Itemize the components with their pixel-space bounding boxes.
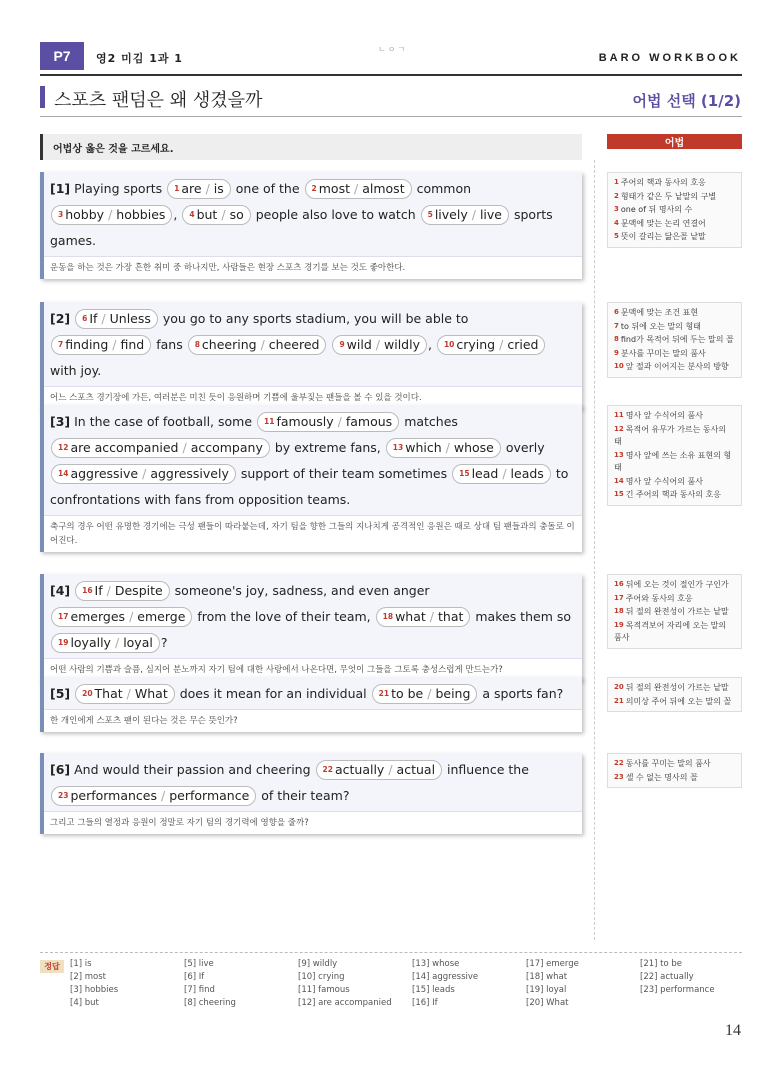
option-a: are	[181, 181, 202, 196]
hint-text: 명사 앞에 쓰는 소유 표현의 형태	[614, 450, 732, 472]
translation: 어떤 사람의 기쁨과 슬픔, 심지어 분노까지 자기 팀에 대한 사랑에서 나온다면, 무엇이 그들을 그토록 충성스럽게 만드는가?	[44, 658, 582, 681]
answer-item: [22] actually	[640, 972, 694, 982]
option-b: leads	[510, 466, 544, 481]
hint-box-1	[607, 172, 742, 248]
choice-15[interactable]	[452, 464, 551, 484]
question-2-text: [2] 6 If / Unless you go to any sports stadium, you will be able to 7 finding / find fans 8 cheering / cheered 9 wild / wildly , 10 crying / cried with joy.	[44, 302, 582, 386]
hint-number: 2	[614, 191, 619, 200]
hint-number: 19	[614, 620, 624, 629]
choice-4[interactable]	[182, 205, 250, 225]
sentence-text: fans	[156, 337, 183, 352]
choice-9[interactable]	[332, 335, 427, 355]
answer-item: [21] to be	[640, 959, 683, 969]
choice-separator: /	[375, 337, 380, 352]
answer-item: [20] What	[526, 998, 569, 1008]
hint-item	[614, 695, 735, 709]
hint-item	[614, 347, 735, 361]
option-a: most	[318, 181, 350, 196]
choice-separator: /	[471, 207, 476, 222]
choice-number: 16	[82, 586, 93, 595]
hint-text: 뒤에 오는 것이 절인가 구인가	[625, 580, 729, 589]
answer-item: [7] find	[184, 985, 215, 995]
choice-11[interactable]	[257, 412, 399, 432]
translation: 그리고 그들의 열정과 응원이 정말로 자기 팀의 경기력에 영향을 줄까?	[44, 811, 582, 834]
answer-column	[412, 958, 478, 1010]
sentence-text: matches	[404, 414, 458, 429]
choice-number: 12	[58, 443, 69, 452]
choice-number: 20	[82, 689, 93, 698]
sentence-text: someone's joy, sadness, and even anger	[174, 583, 430, 598]
choice-6[interactable]	[75, 309, 158, 329]
question-5-text	[44, 677, 582, 709]
hint-number: 5	[614, 232, 619, 240]
choice-number: 21	[378, 689, 390, 698]
option-a: hobby	[65, 207, 105, 222]
option-a: which	[405, 440, 442, 455]
sentence-text: In the case of football, some	[74, 414, 253, 429]
option-a: lively	[434, 207, 468, 222]
option-b: famous	[345, 414, 393, 429]
column-divider	[594, 160, 595, 940]
hint-item	[614, 619, 735, 645]
choice-separator: /	[260, 337, 265, 352]
answer-column	[298, 958, 392, 1010]
option-b: actual	[396, 762, 436, 777]
option-a: aggressive	[70, 466, 139, 481]
choice-number: 18	[382, 612, 394, 621]
option-a: but	[196, 207, 218, 222]
hint-text: 뒤 절의 완전성이 가르는 낱말	[625, 683, 729, 692]
hint-number: 22	[614, 759, 624, 767]
page-badge: P7	[40, 42, 84, 70]
choice-21[interactable]	[372, 684, 478, 704]
choice-number: 17	[58, 612, 69, 621]
question-4	[40, 574, 582, 681]
option-a: cheering	[201, 337, 257, 352]
choice-1[interactable]	[167, 179, 231, 199]
hint-number: 7	[614, 321, 619, 330]
option-b: emerge	[137, 609, 186, 624]
sentence-text: does it mean for an individual	[179, 686, 367, 701]
hint-number: 12	[614, 424, 624, 433]
option-b: performance	[169, 788, 250, 803]
choice-number: 10	[443, 340, 455, 349]
header-rule	[40, 74, 742, 76]
hint-box-5	[607, 677, 742, 712]
answer-item: [19] loyal	[526, 985, 567, 995]
choice-3[interactable]	[51, 205, 172, 225]
answer-item: [13] whose	[412, 959, 460, 969]
hint-text: 주어와 동사의 호응	[625, 593, 693, 603]
sentence-text: support of their team sometimes	[240, 466, 448, 481]
answer-item: [4] but	[70, 998, 99, 1008]
hint-number: 6	[614, 308, 619, 316]
hint-text: 뒤 절의 완전성이 가르는 낱말	[625, 607, 729, 616]
question-3	[40, 405, 582, 552]
choice-17[interactable]	[51, 607, 192, 627]
choice-23[interactable]	[51, 786, 256, 806]
hint-item	[614, 230, 735, 244]
choice-separator: /	[114, 635, 120, 650]
sentence-text: influence the	[447, 762, 529, 777]
hint-item	[614, 306, 735, 320]
option-b: Unless	[109, 311, 151, 326]
top-mark: ㄴㅇㄱ	[378, 45, 408, 54]
choice-separator: /	[142, 466, 147, 481]
hint-number: 17	[614, 593, 624, 602]
hint-number: 21	[614, 696, 624, 705]
hint-text: 셀 수 없는 명사의 꼴	[625, 772, 698, 782]
hint-number: 16	[614, 580, 624, 588]
hint-text: 목적어 유무가 가르는 동사의 태	[614, 424, 727, 446]
sentence-text: sports games.	[50, 207, 553, 248]
option-a: actually	[334, 762, 385, 777]
sentence-text: of their team?	[261, 788, 350, 803]
hint-text: find가 목적어 뒤에 두는 말의 꼴	[620, 335, 734, 344]
hint-text: 주어의 핵과 동사의 호응	[620, 178, 706, 187]
instruction: 어법상 옳은 것을 고르세요.	[40, 134, 582, 160]
hint-item	[614, 488, 735, 502]
option-b: almost	[362, 181, 405, 196]
title-accent	[40, 86, 45, 108]
option-b: find	[120, 337, 145, 352]
choice-7[interactable]	[51, 335, 151, 355]
choice-number: 3	[58, 210, 64, 219]
hint-text: 뜻이 갈리는 닮은꼴 낱말	[620, 232, 706, 241]
choice-22[interactable]	[316, 760, 443, 780]
hint-text: 긴 주어의 핵과 동사의 호응	[625, 490, 721, 499]
answer-item: [12] are accompanied	[298, 998, 392, 1008]
sentence-text: one of the	[235, 181, 300, 196]
brand-label: BARO WORKBOOK	[598, 52, 741, 64]
hint-text: 의미상 주어 뒤에 오는 말의 꼴	[625, 696, 732, 706]
option-b: accompany	[190, 440, 263, 455]
choice-number: 8	[194, 340, 200, 349]
question-number: [2]	[50, 311, 71, 326]
hint-item	[614, 360, 735, 374]
hint-item	[614, 605, 735, 619]
hint-text: 문맥에 맞는 조건 표현	[620, 308, 699, 317]
answer-item: [5] live	[184, 959, 214, 969]
hint-text: to 뒤에 오는 말의 형태	[620, 321, 701, 331]
choice-separator: /	[388, 762, 393, 777]
question-4-text	[44, 574, 582, 658]
option-a: performances	[70, 788, 158, 803]
choice-number: 5	[427, 210, 433, 219]
sentence-text: common	[416, 181, 472, 196]
course-label: 영2 미김 1과 1	[96, 52, 183, 65]
sentence-text: you go to any sports stadium, you will be able to	[162, 311, 469, 326]
sentence-text: ?	[160, 635, 168, 650]
hint-text: 명사 앞 수식어의 품사	[625, 476, 703, 486]
choice-separator: /	[445, 440, 450, 455]
option-b: that	[438, 609, 464, 624]
choice-separator: /	[354, 181, 359, 196]
choice-16[interactable]	[75, 581, 170, 601]
choice-13[interactable]	[386, 438, 501, 458]
question-number: [5]	[50, 686, 71, 701]
hint-item	[614, 592, 735, 606]
choice-separator: /	[429, 609, 434, 624]
question-2	[40, 302, 582, 409]
option-b: is	[213, 181, 224, 196]
option-b: loyal	[123, 635, 153, 650]
page-subtitle: 어법 선택 (1/2)	[632, 92, 741, 110]
choice-number: 15	[459, 469, 470, 478]
hint-item	[614, 757, 735, 771]
sentence-text: And would their passion and cheering	[74, 762, 311, 777]
option-b: so	[229, 207, 244, 222]
choice-number: 9	[339, 340, 345, 349]
answer-item: [8] cheering	[184, 998, 236, 1008]
hint-box-4	[607, 574, 742, 649]
choice-number: 1	[174, 184, 180, 193]
hint-box-2	[607, 302, 742, 378]
choice-separator: /	[499, 337, 504, 352]
choice-number: 23	[58, 791, 69, 800]
question-number: [1]	[50, 181, 71, 196]
answer-item: [9] wildly	[298, 959, 338, 969]
hint-number: 4	[614, 218, 619, 227]
hint-text: 분사를 꾸미는 말의 품사	[620, 348, 706, 358]
option-b: What	[134, 686, 168, 701]
answer-item: [10] crying	[298, 972, 345, 982]
hint-number: 1	[614, 178, 619, 186]
sentence-text: makes them so	[475, 609, 572, 624]
hint-item	[614, 475, 735, 489]
answer-label: 정답	[40, 960, 64, 973]
answer-item: [1] is	[70, 959, 92, 969]
option-a: crying	[456, 337, 496, 352]
hint-number: 8	[614, 335, 619, 343]
choice-10[interactable]	[437, 335, 546, 355]
option-b: cried	[507, 337, 539, 352]
hint-number: 13	[614, 450, 624, 459]
choice-separator: /	[101, 311, 106, 326]
choice-5[interactable]	[421, 205, 509, 225]
choice-separator: /	[108, 207, 113, 222]
option-b: wildly	[384, 337, 420, 352]
hint-number: 14	[614, 476, 624, 485]
answer-item: [17] emerge	[526, 959, 579, 969]
choice-number: 13	[392, 443, 404, 452]
sentence-text: Playing sports	[74, 181, 163, 196]
choice-number: 7	[58, 340, 64, 349]
choice-separator: /	[221, 207, 226, 222]
grammar-header: 어법	[607, 134, 742, 149]
option-b: whose	[453, 440, 494, 455]
sentence-text: to	[555, 466, 569, 481]
hint-item	[614, 449, 735, 475]
answer-item: [6] If	[184, 972, 205, 982]
answer-column	[526, 958, 579, 1010]
hint-number: 23	[614, 772, 624, 781]
hint-number: 9	[614, 348, 619, 357]
option-a: wild	[346, 337, 372, 352]
page-number: 14	[725, 1022, 741, 1039]
hint-item	[614, 681, 735, 695]
translation: 어느 스포츠 경기장에 가든, 여러분은 미친 듯이 응원하며 기쁨에 울부짖는 팬들을 볼 수 있을 것이다.	[44, 386, 582, 409]
choice-2[interactable]	[305, 179, 412, 199]
translation: 운동을 하는 것은 가장 흔한 취미 중 하나지만, 사람들은 현장 스포츠 경기를 보는 것도 좋아한다.	[44, 256, 582, 279]
choice-number: 22	[322, 765, 333, 774]
question-1	[40, 172, 582, 279]
sentence-text: confrontations with fans from opposition teams.	[50, 492, 351, 507]
choice-separator: /	[129, 609, 134, 624]
answer-item: [18] what	[526, 972, 568, 982]
option-a: If	[89, 311, 98, 326]
question-1-text: [1] Playing sports 1 are / is one of the 2 most / almost common 3 hobby / hobbies , 4 but / so people also love to watch 5 lively / live sports games.	[44, 172, 582, 256]
hint-number: 20	[614, 683, 624, 691]
hint-text: 동사를 꾸미는 말의 품사	[625, 759, 711, 768]
hint-text: 문맥에 맞는 논리 연결어	[620, 218, 706, 228]
choice-number: 14	[58, 469, 69, 478]
question-number: [4]	[50, 583, 71, 598]
hint-item	[614, 333, 735, 347]
answer-item: [15] leads	[412, 985, 455, 995]
option-b: hobbies	[116, 207, 166, 222]
choice-separator: /	[106, 583, 111, 598]
answer-divider	[40, 952, 742, 953]
option-a: loyally	[70, 635, 111, 650]
hint-number: 11	[614, 411, 624, 419]
sentence-text: overly	[505, 440, 545, 455]
hint-text: 명사 앞 수식어의 품사	[625, 411, 703, 420]
choice-separator: /	[502, 466, 507, 481]
choice-separator: /	[126, 686, 131, 701]
choice-number: 19	[58, 638, 69, 647]
answer-item: [23] performance	[640, 985, 715, 995]
page-title: 스포츠 팬덤은 왜 생겼을까	[54, 90, 263, 111]
option-b: aggressively	[150, 466, 229, 481]
option-a: finding	[65, 337, 109, 352]
question-6-text	[44, 753, 582, 811]
hint-number: 10	[614, 362, 624, 370]
hint-number: 15	[614, 490, 624, 498]
option-b: being	[435, 686, 471, 701]
choice-14[interactable]	[51, 464, 236, 484]
choice-number: 4	[189, 210, 195, 219]
choice-separator: /	[205, 181, 210, 196]
question-number: [3]	[50, 414, 71, 429]
hint-item	[614, 176, 735, 190]
choice-12[interactable]	[51, 438, 270, 458]
question-5	[40, 677, 582, 732]
choice-19[interactable]	[51, 633, 160, 653]
hint-item	[614, 409, 735, 423]
choice-separator: /	[427, 686, 432, 701]
sentence-text: people also love to watch	[255, 207, 416, 222]
hint-item	[614, 320, 735, 334]
translation: 축구의 경우 어떤 유명한 경기에는 극성 팬들이 따라붙는데, 자기 팀을 향한 그들의 지나치게 공격적인 응원은 때로 상대 팀 팬들과의 충돌로 이어진다.	[44, 515, 582, 552]
choice-number: 2	[311, 184, 317, 193]
option-b: cheered	[268, 337, 320, 352]
sentence-text: by extreme fans,	[274, 440, 381, 455]
title-rule	[40, 116, 742, 117]
choice-20[interactable]	[75, 684, 175, 704]
choice-8[interactable]	[188, 335, 327, 355]
option-a: to be	[391, 686, 424, 701]
option-a: are accompanied	[70, 440, 179, 455]
answer-item: [16] If	[412, 998, 438, 1008]
sentence-text: a sports fan?	[482, 686, 564, 701]
option-a: emerges	[70, 609, 126, 624]
option-a: what	[395, 609, 426, 624]
hint-text: 앞 절과 이어지는 분사의 방향	[625, 362, 729, 371]
choice-number: 6	[82, 314, 88, 323]
hint-number: 18	[614, 607, 624, 615]
answer-column	[184, 958, 236, 1010]
choice-number: 11	[264, 417, 275, 426]
hint-number: 3	[614, 205, 619, 213]
question-number: [6]	[50, 762, 71, 777]
option-a: That	[94, 686, 123, 701]
answer-column	[640, 958, 715, 997]
choice-separator: /	[112, 337, 117, 352]
choice-separator: /	[337, 414, 342, 429]
question-6	[40, 753, 582, 834]
hint-item	[614, 217, 735, 231]
option-a: lead	[471, 466, 499, 481]
answer-item: [2] most	[70, 972, 106, 982]
answer-item: [14] aggressive	[412, 972, 479, 982]
choice-separator: /	[161, 788, 166, 803]
hint-box-3	[607, 405, 742, 506]
question-3-text	[44, 405, 582, 515]
hint-item	[614, 190, 735, 204]
hint-item	[614, 578, 735, 592]
answer-item: [3] hobbies	[70, 985, 119, 995]
choice-18[interactable]	[376, 607, 471, 627]
hint-text: 형태가 같은 두 낱말의 구별	[620, 191, 717, 201]
option-a: If	[94, 583, 103, 598]
hint-item	[614, 771, 735, 785]
sentence-text: with joy.	[50, 363, 102, 378]
option-b: Despite	[114, 583, 163, 598]
option-a: famously	[276, 414, 334, 429]
hint-box-6	[607, 753, 742, 788]
option-b: live	[479, 207, 502, 222]
translation: 한 개인에게 스포츠 팬이 된다는 것은 무슨 뜻인가?	[44, 709, 582, 732]
hint-text: 목적격보어 자리에 오는 말의 품사	[614, 620, 727, 642]
choice-separator: /	[182, 440, 187, 455]
hint-item	[614, 423, 735, 449]
sentence-text: from the love of their team,	[197, 609, 371, 624]
hint-item	[614, 203, 735, 217]
answer-column	[70, 958, 118, 1010]
answer-item: [11] famous	[298, 985, 350, 995]
hint-text: one of 뒤 명사의 수	[620, 205, 693, 214]
